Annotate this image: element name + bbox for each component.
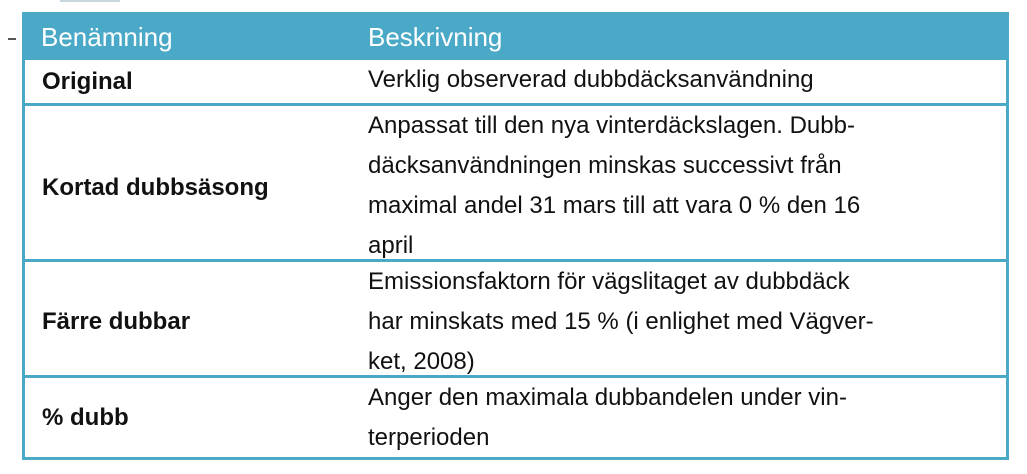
table-row — [25, 378, 1006, 458]
description-line: ket, 2008) — [368, 348, 475, 375]
table-row — [25, 106, 1006, 269]
description-line: april — [368, 232, 414, 259]
description-line: terperioden — [368, 424, 490, 451]
row-name: Original — [42, 68, 133, 95]
row-name: Färre dubbar — [42, 308, 191, 335]
decorative-line — [60, 0, 120, 2]
table-row — [25, 262, 1006, 380]
row-description — [368, 60, 988, 100]
header-benamning: Benämning — [41, 22, 173, 52]
row-name: Kortad dubbsäsong — [42, 174, 269, 201]
margin-tick — [8, 38, 16, 40]
description-line: Anger den maximala dubbandelen under vin- — [368, 384, 847, 411]
definitions-table — [22, 12, 1009, 460]
table-header — [25, 15, 1006, 60]
description-line: maximal andel 31 mars till att vara 0 % den 16 — [368, 192, 861, 219]
table-row — [25, 60, 1006, 105]
description-line: Verklig observerad dubbdäcksanvändning — [368, 66, 814, 93]
row-name: % dubb — [42, 404, 129, 431]
description-line: har minskats med 15 % (i enlighet med Vägver- — [368, 308, 874, 335]
description-line: Emissionsfaktorn för vägslitaget av dubbdäck — [368, 268, 850, 295]
row-description — [368, 106, 988, 266]
row-description — [368, 378, 988, 458]
row-description — [368, 262, 988, 382]
header-beskrivning: Beskrivning — [368, 22, 503, 52]
description-line: däcksanvändningen minskas successivt från — [368, 152, 842, 179]
description-line: Anpassat till den nya vinterdäckslagen. Dubb- — [368, 112, 855, 139]
